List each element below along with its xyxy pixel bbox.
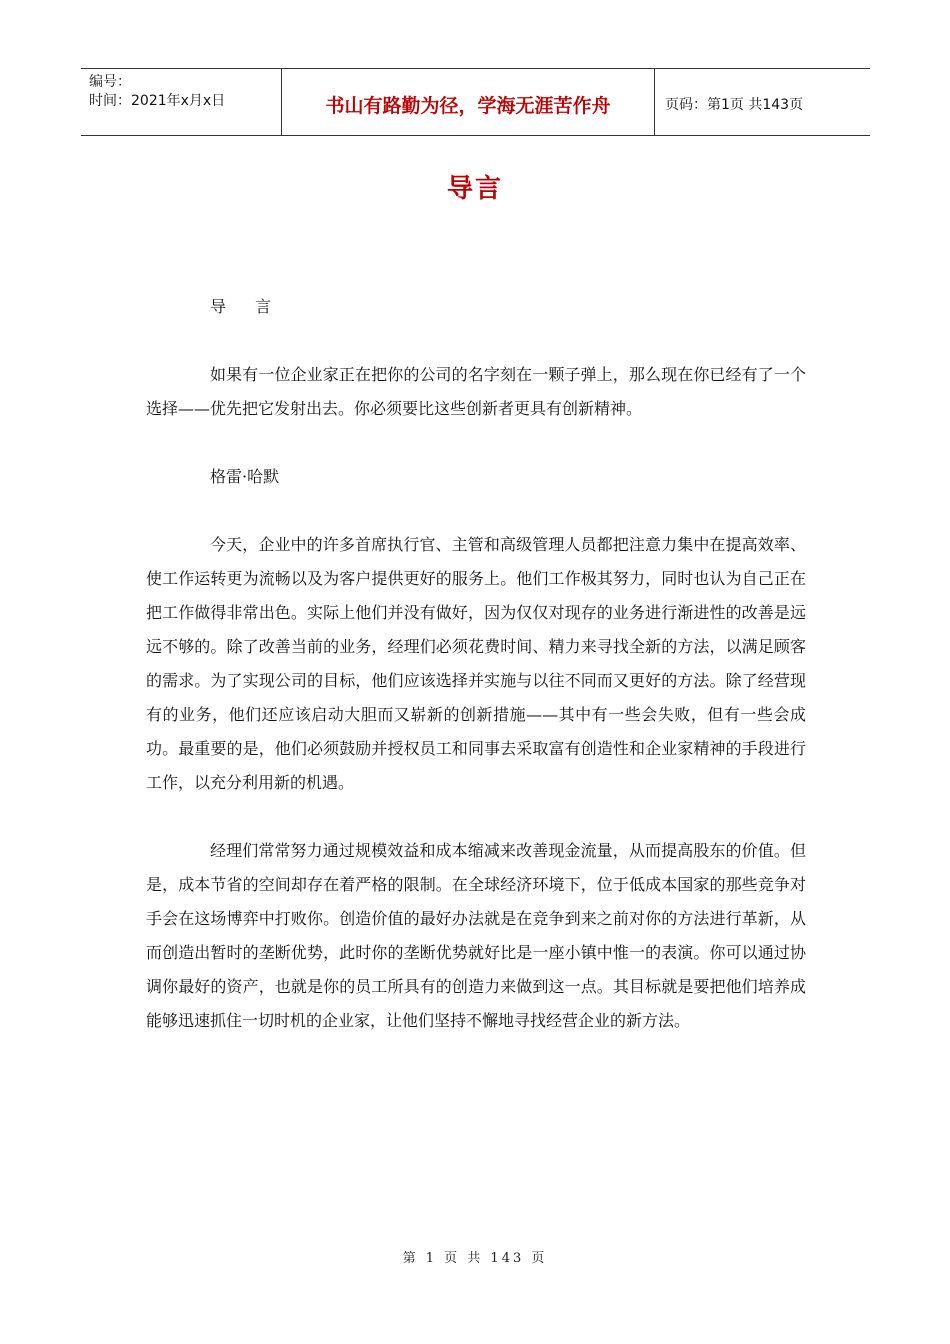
time-label: 时间：2021年x月x日 bbox=[89, 93, 226, 109]
page-footer: 第 1 页 共 143 页 bbox=[402, 1251, 548, 1266]
header-motto: 书山有路勤为径，学海无涯苦作舟 bbox=[282, 69, 655, 135]
epigraph-author: 格雷·哈默 bbox=[210, 467, 280, 486]
header-meta bbox=[81, 69, 282, 135]
document-header bbox=[81, 68, 870, 136]
body-paragraph: 经理们常常努力通过规模效益和成本缩减来改善现金流量，从而提高股东的价值。但是，成本节省的空间却存在着严格的限制。在全球经济环境下，位于低成本国家的那些竞争对手会在这场博弈中打败你。创造价值的最好办法就是在竞争到来之前对你的方法进行革新，从而创造出暂时的垄断优势，此时你的垄断优势就好比是一座小镇中惟一的表演。你可以通过协调你最好的资产，也就是你的员工所具有的创造力来做到这一点。其目标就是要把他们培养成能够迅速抓住一切时机的企业家，让他们坚持不懈地寻找经营企业的新方法。 bbox=[146, 841, 806, 1030]
document-body bbox=[146, 290, 806, 1072]
section-heading: 导 言 bbox=[210, 297, 284, 316]
epigraph-quote: 如果有一位企业家正在把你的公司的名字刻在一颗子弹上，那么现在你已经有了一个选择——优先把它发射出去。你必须要比这些创新者更具有创新精神。 bbox=[146, 365, 806, 418]
body-paragraph: 今天，企业中的许多首席执行官、主管和高级管理人员都把注意力集中在提高效率、使工作运转更为流畅以及为客户提供更好的服务上。他们工作极其努力，同时也认为自己正在把工作做得非常出色。实际上他们并没有做好，因为仅仅对现存的业务进行渐进性的改善是远远不够的。除了改善当前的业务，经理们必须花费时间、精力来寻找全新的方法，以满足顾客的需求。为了实现公司的目标，他们应该选择并实施与以往不同而又更好的方法。除了经营现有的业务，他们还应该启动大胆而又崭新的创新措施——其中有一些会失败，但有一些会成功。最重要的是，他们必须鼓励并授权员工和同事去采取富有创造性和企业家精神的手段进行工作，以充分利用新的机遇。 bbox=[146, 535, 806, 792]
header-page-info: 页码：第1页 共143页 bbox=[665, 97, 804, 113]
document-title: 导言 bbox=[446, 174, 503, 204]
number-label: 编号： bbox=[89, 74, 131, 90]
